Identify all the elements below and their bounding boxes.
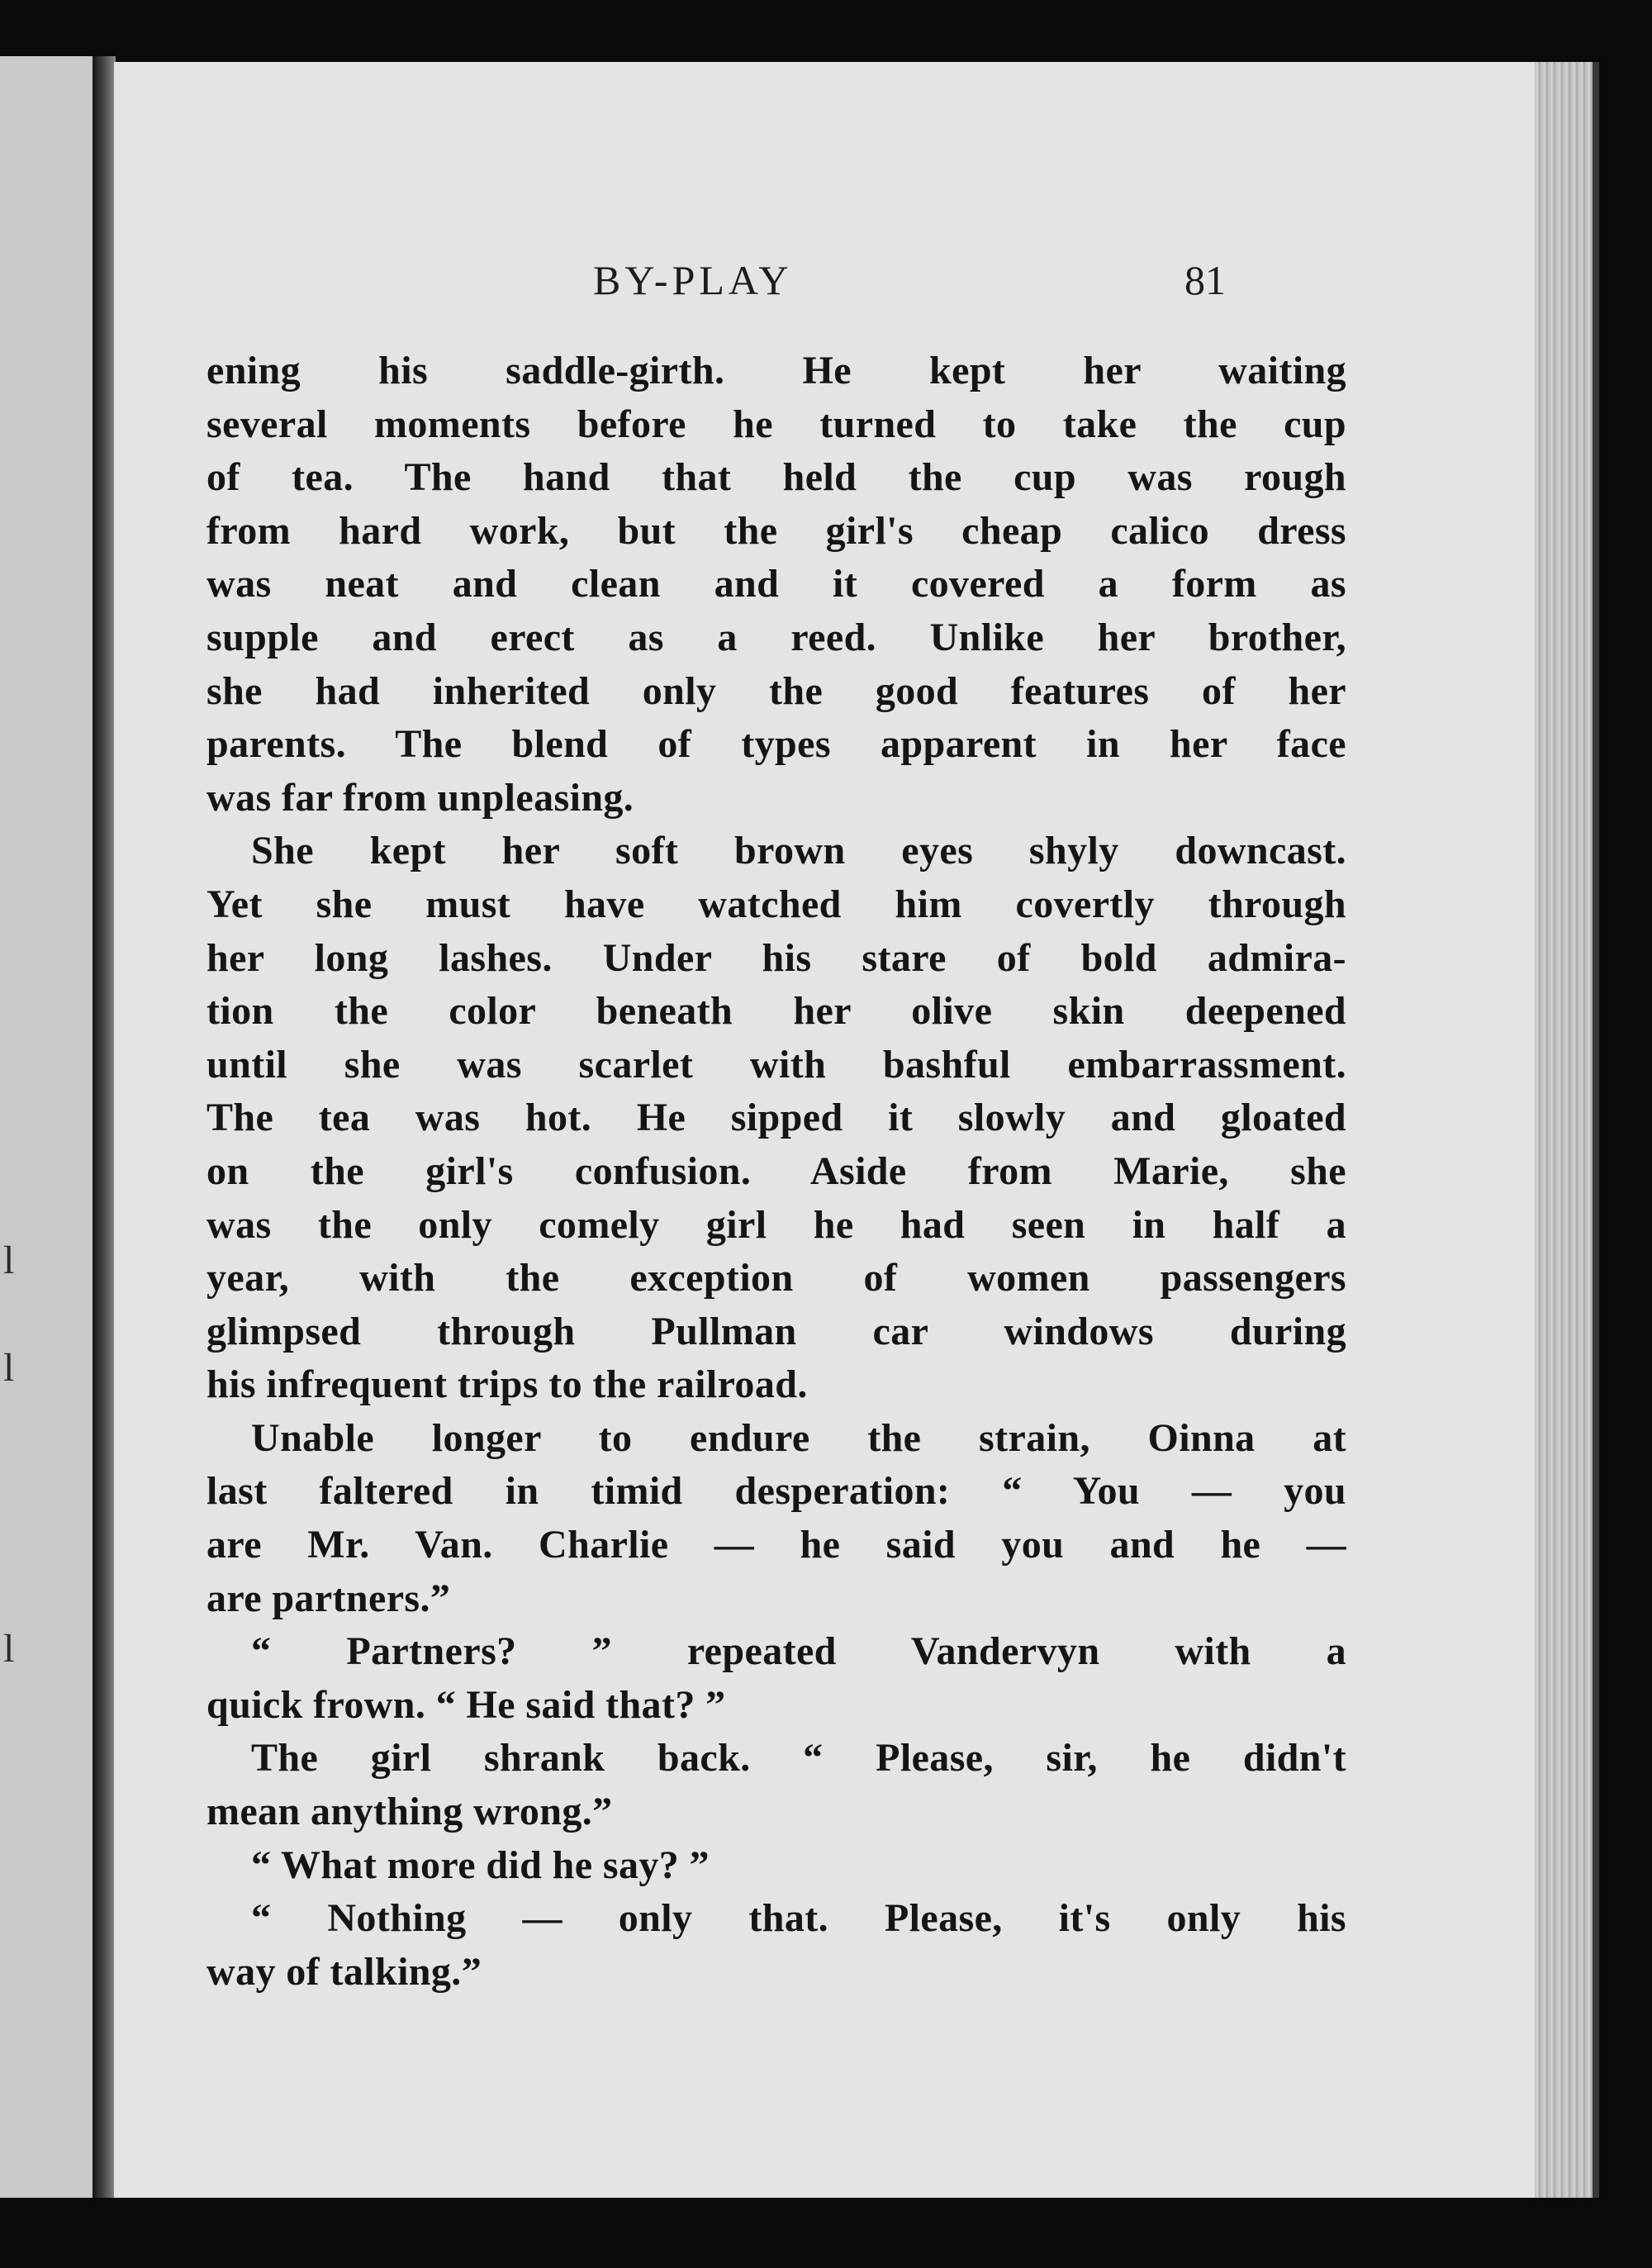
page-number: 81 (1184, 257, 1226, 303)
book-page (114, 62, 1535, 2198)
text-line: quick frown. “ He said that? ” (206, 1682, 726, 1727)
text-line: was far from unpleasing. (206, 775, 634, 820)
body-text (206, 345, 1346, 1999)
page-stack-edge (1535, 62, 1593, 2198)
text-line: last faltered in timid desperation: “ You — you (206, 1469, 1346, 1514)
margin-mark: l (3, 1346, 15, 1390)
text-line: “ What more did he say? ” (251, 1842, 710, 1887)
margin-mark: l (3, 1239, 15, 1282)
text-line: was neat and clean and it covered a form as (206, 562, 1346, 606)
text-line: “ Nothing — only that. Please, it's only his (251, 1896, 1346, 1941)
text-line: The tea was hot. He sipped it slowly and gloated (206, 1096, 1346, 1140)
text-line: way of talking.” (206, 1949, 482, 1994)
text-line: tion the color beneath her olive skin deepened (206, 989, 1346, 1034)
facing-page-edge (0, 56, 97, 2198)
book-gutter (93, 56, 116, 2198)
text-line: year, with the exception of women passengers (206, 1256, 1346, 1300)
margin-mark: l (3, 1627, 15, 1671)
text-line: The girl shrank back. “ Please, sir, he didn't (251, 1736, 1346, 1781)
text-line: Unable longer to endure the strain, Oinna at (251, 1415, 1346, 1460)
text-line: several moments before he turned to take the cup (206, 402, 1346, 446)
page-header (114, 256, 1535, 322)
text-line: “ Partners? ” repeated Vandervyn with a (251, 1629, 1346, 1674)
text-line: Yet she must have watched him covertly through (206, 882, 1346, 926)
text-line: ening his saddle-girth. He kept her waiting (206, 349, 1346, 392)
text-line: She kept her soft brown eyes shyly downcast. (251, 829, 1346, 873)
text-line: from hard work, but the girl's cheap calico dress (206, 508, 1346, 553)
text-line: supple and erect as a reed. Unlike her brother, (206, 615, 1346, 659)
text-line: glimpsed through Pullman car windows during (206, 1309, 1346, 1353)
text-line: mean anything wrong.” (206, 1790, 613, 1834)
text-line: her long lashes. Under his stare of bold admira- (206, 935, 1346, 980)
text-line: are partners.” (206, 1576, 451, 1620)
facing-page-margin-marks (0, 56, 93, 2198)
text-line: she had inherited only the good features of her (206, 668, 1346, 713)
text-line: parents. The blend of types apparent in her face (206, 722, 1346, 767)
text-line: are Mr. Van. Charlie — he said you and he — (206, 1523, 1346, 1567)
text-line: until she was scarlet with bashful embarrassment. (206, 1042, 1346, 1086)
text-line: of tea. The hand that held the cup was rough (206, 455, 1346, 500)
running-head: BY-PLAY (593, 257, 793, 303)
text-line: on the girl's confusion. Aside from Marie, she (206, 1148, 1346, 1193)
text-line: his infrequent trips to the railroad. (206, 1362, 808, 1407)
text-line: was the only comely girl he had seen in half a (206, 1202, 1346, 1247)
